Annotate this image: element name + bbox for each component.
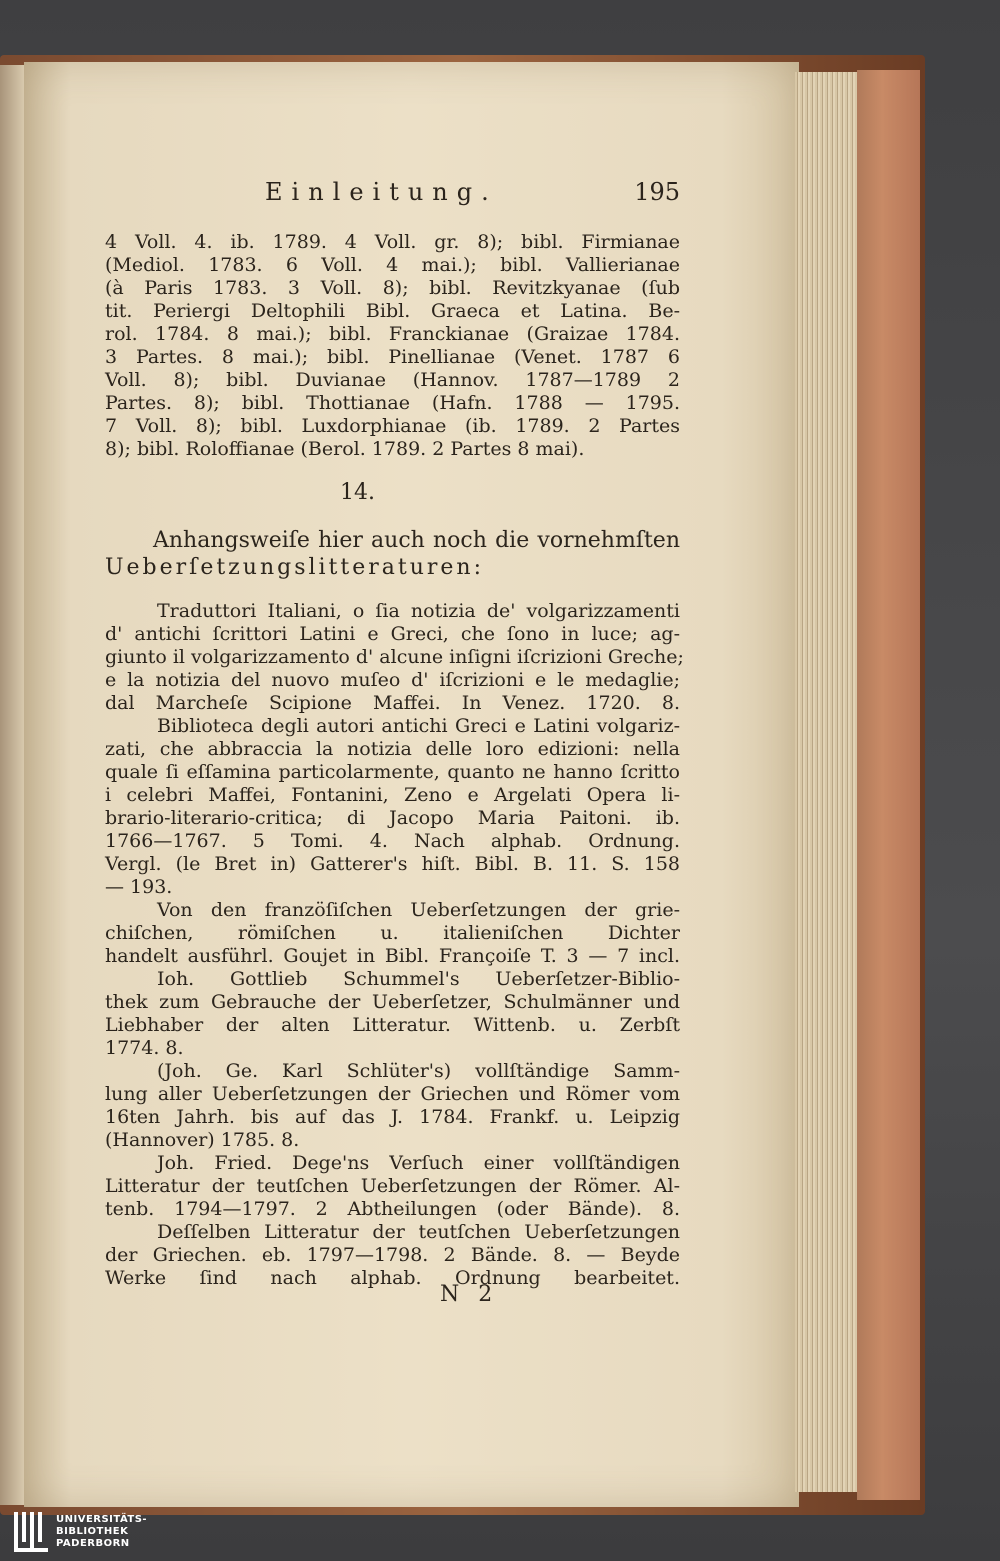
text-line: der Griechen. eb. 1797—1798. 2 Bände. 8. — Beyde bbox=[105, 1244, 680, 1266]
library-logo bbox=[14, 1510, 147, 1554]
text-line: brario-literario-critica; di Jacopo Maria Paitoni. ib. bbox=[105, 807, 680, 829]
text-line: lung aller Ueberſetzungen der Griechen und Römer vom bbox=[105, 1083, 680, 1105]
entry-paragraph bbox=[105, 1152, 680, 1221]
entry-paragraph bbox=[105, 899, 680, 968]
entry-paragraph bbox=[105, 968, 680, 1060]
text-line: Joh. Fried. Dege'ns Verſuch einer vollſtändigen bbox=[157, 1152, 680, 1174]
text-line: dal Marcheſe Scipione Maffei. In Venez. 1720. 8. bbox=[105, 692, 680, 714]
running-header bbox=[105, 178, 680, 212]
text-line: 7 Voll. 8); bibl. Luxdorphianae (ib. 1789. 2 Partes bbox=[105, 415, 680, 437]
entry-paragraph bbox=[105, 1221, 680, 1290]
text-line: Werke ſind nach alphab. Ordnung bearbeitet. bbox=[105, 1267, 680, 1289]
running-title: Einleitung. bbox=[265, 178, 498, 206]
text-line: zati, che abbraccia la notizia delle loro edizioni: nella bbox=[105, 738, 680, 760]
text-line: Ioh. Gottlieb Schummel's Ueberſetzer-Biblio- bbox=[157, 968, 680, 990]
entries-block bbox=[105, 600, 684, 1290]
heading-line: Ueberſetzungslitteraturen: bbox=[105, 555, 485, 580]
text-line: i celebri Maffei, Fontanini, Zeno e Argelati Opera li- bbox=[105, 784, 680, 806]
text-line: (Hannover) 1785. 8. bbox=[105, 1129, 300, 1151]
text-line: (Mediol. 1783. 6 Voll. 4 mai.); bibl. Vallierianae bbox=[105, 254, 680, 276]
text-line: Traduttori Italiani, o ſia notizia de' volgarizzamenti bbox=[157, 600, 680, 622]
text-line: Deſſelben Litteratur der teutſchen Ueberſetzungen bbox=[157, 1221, 680, 1243]
text-line: rol. 1784. 8 mai.); bibl. Franckianae (Graizae 1784. bbox=[105, 323, 680, 345]
cover-board bbox=[857, 70, 920, 1500]
text-line: 1774. 8. bbox=[105, 1037, 184, 1059]
heading-line: Anhangsweiſe hier auch noch die vornehmſten bbox=[153, 528, 680, 553]
text-line: 16ten Jahrh. bis auf das J. 1784. Frankf. u. Leipzig bbox=[105, 1106, 680, 1128]
text-line: Litteratur der teutſchen Ueberſetzungen der Römer. Al- bbox=[105, 1175, 680, 1197]
text-line: tit. Periergi Deltophili Bibl. Graeca et Latina. Be- bbox=[105, 300, 680, 322]
text-line: d' antichi ſcrittori Latini e Greci, che ſono in luce; ag- bbox=[105, 623, 680, 645]
text-line: 1766—1767. 5 Tomi. 4. Nach alphab. Ordnung. bbox=[105, 830, 680, 852]
entry-paragraph bbox=[105, 600, 684, 715]
text-line: Biblioteca degli autori antichi Greci e Latini volgariz- bbox=[157, 715, 680, 737]
text-line: thek zum Gebrauche der Ueberſetzer, Schulmänner und bbox=[105, 991, 680, 1013]
text-line: Von den franzöſiſchen Ueberſetzungen der grie- bbox=[157, 899, 680, 921]
entry-paragraph bbox=[105, 1060, 680, 1152]
text-line: handelt ausführl. Goujet in Bibl. Françoiſe T. 3 — 7 incl. bbox=[105, 945, 680, 967]
text-line: e la notizia del nuovo muſeo d' iſcrizioni e le medaglie; bbox=[105, 669, 680, 691]
library-logo-text bbox=[56, 1514, 147, 1550]
library-logo-icon bbox=[14, 1512, 48, 1552]
signature-mark: N 2 bbox=[440, 1282, 499, 1307]
text-line: (à Paris 1783. 3 Voll. 8); bibl. Revitzkyanae (ſub bbox=[105, 277, 680, 299]
text-line: (Joh. Ge. Karl Schlüter's) vollſtändige Samm- bbox=[157, 1060, 680, 1082]
page-number: 195 bbox=[634, 178, 680, 206]
section-heading bbox=[105, 527, 680, 581]
text-line: 4 Voll. 4. ib. 1789. 4 Voll. gr. 8); bibl. Firmianae bbox=[105, 231, 680, 253]
text-line: tenb. 1794—1797. 2 Abtheilungen (oder Bände). 8. bbox=[105, 1198, 680, 1220]
text-line: giunto il volgarizzamento d' alcune inſigni iſcrizioni Greche; bbox=[105, 646, 684, 668]
text-line: quale ſi eſſamina particolarmente, quanto ne hanno ſcritto bbox=[105, 761, 680, 783]
text-line: Partes. 8); bibl. Thottianae (Hafn. 1788 — 1795. bbox=[105, 392, 680, 414]
entry-paragraph bbox=[105, 715, 680, 899]
text-line: 3 Partes. 8 mai.); bibl. Pinellianae (Venet. 1787 6 bbox=[105, 346, 680, 368]
text-line: Liebhaber der alten Litteratur. Wittenb. u. Zerbſt bbox=[105, 1014, 680, 1036]
text-line: Voll. 8); bibl. Duvianae (Hannov. 1787—1789 2 bbox=[105, 369, 680, 391]
text-line: 8); bibl. Roloffianae (Berol. 1789. 2 Partes 8 mai). bbox=[105, 438, 585, 460]
text-line: chiſchen, römiſchen u. italieniſchen Dichter bbox=[105, 922, 680, 944]
logo-line: BIBLIOTHEK bbox=[56, 1526, 129, 1537]
section-number: 14. bbox=[340, 480, 375, 505]
text-line: Vergl. (le Bret in) Gatterer's hiſt. Bibl. B. 11. S. 158 bbox=[105, 853, 680, 875]
facing-page-edge bbox=[0, 65, 24, 1505]
logo-line: PADERBORN bbox=[56, 1538, 130, 1549]
text-line: — 193. bbox=[105, 876, 173, 898]
logo-line: UNIVERSITÄTS- bbox=[56, 1514, 148, 1525]
page-block-edges bbox=[795, 72, 857, 1492]
bibliography-block bbox=[105, 231, 680, 461]
